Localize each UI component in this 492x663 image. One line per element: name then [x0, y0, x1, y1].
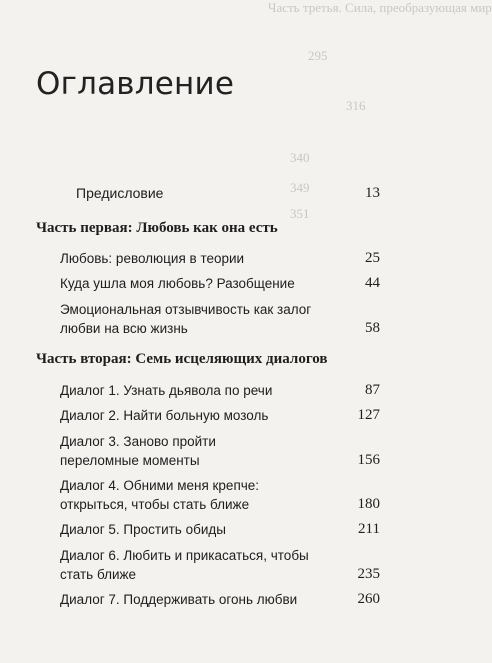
toc-part-label: Часть вторая: Семь исцеляющих диалогов: [36, 351, 328, 367]
ghost-page-number: 340: [290, 150, 310, 165]
toc-entry-label: Диалог 1. Узнать дьявола по речи: [60, 383, 273, 398]
ghost-page-number: 295: [308, 48, 328, 63]
toc-page-number: 25: [365, 250, 380, 266]
toc-entry-label: Диалог 3. Заново пройти переломные моменты: [60, 434, 216, 468]
ghost-page-number: 351: [290, 206, 310, 221]
ghost-text-top: Часть третья. Сила, преобразующая мир: [268, 0, 492, 15]
toc-part-label: Часть первая: Любовь как она есть: [36, 220, 278, 236]
ghost-page-number: 316: [346, 98, 366, 113]
page-title: Оглавление: [36, 66, 235, 102]
toc-entry-label: Диалог 7. Поддерживать огонь любви: [60, 592, 298, 607]
toc-entry-label: Диалог 4. Обними меня крепче: открыться, чтобы стать ближе: [60, 478, 260, 512]
toc-entry-label: Эмоциональная отзывчивость как залог любви на всю жизнь: [60, 302, 312, 336]
toc-page-number: 211: [358, 521, 380, 537]
toc-page-number: 87: [365, 382, 380, 398]
toc-page-number: 13: [365, 185, 380, 201]
toc-page-number: 235: [357, 566, 380, 582]
toc-entry-label: Куда ушла моя любовь? Разобщение: [60, 276, 295, 291]
toc-page-number: 180: [357, 496, 380, 512]
toc-page-number: 58: [365, 320, 380, 336]
toc-page-number: 44: [365, 275, 380, 291]
toc-page-number: 156: [357, 452, 380, 468]
toc-page-number: 127: [357, 407, 380, 423]
ghost-page-number: 349: [290, 180, 310, 195]
toc-page-number: 260: [357, 591, 380, 607]
toc-entry-label: Диалог 5. Простить обиды: [60, 522, 226, 537]
toc-entry-label: Диалог 6. Любить и прикасаться, чтобы стать ближе: [60, 548, 309, 582]
toc-entry-label: Предисловие: [76, 185, 164, 201]
toc-entry-label: Любовь: революция в теории: [60, 251, 245, 266]
toc-entry-label: Диалог 2. Найти больную мозоль: [60, 408, 269, 423]
